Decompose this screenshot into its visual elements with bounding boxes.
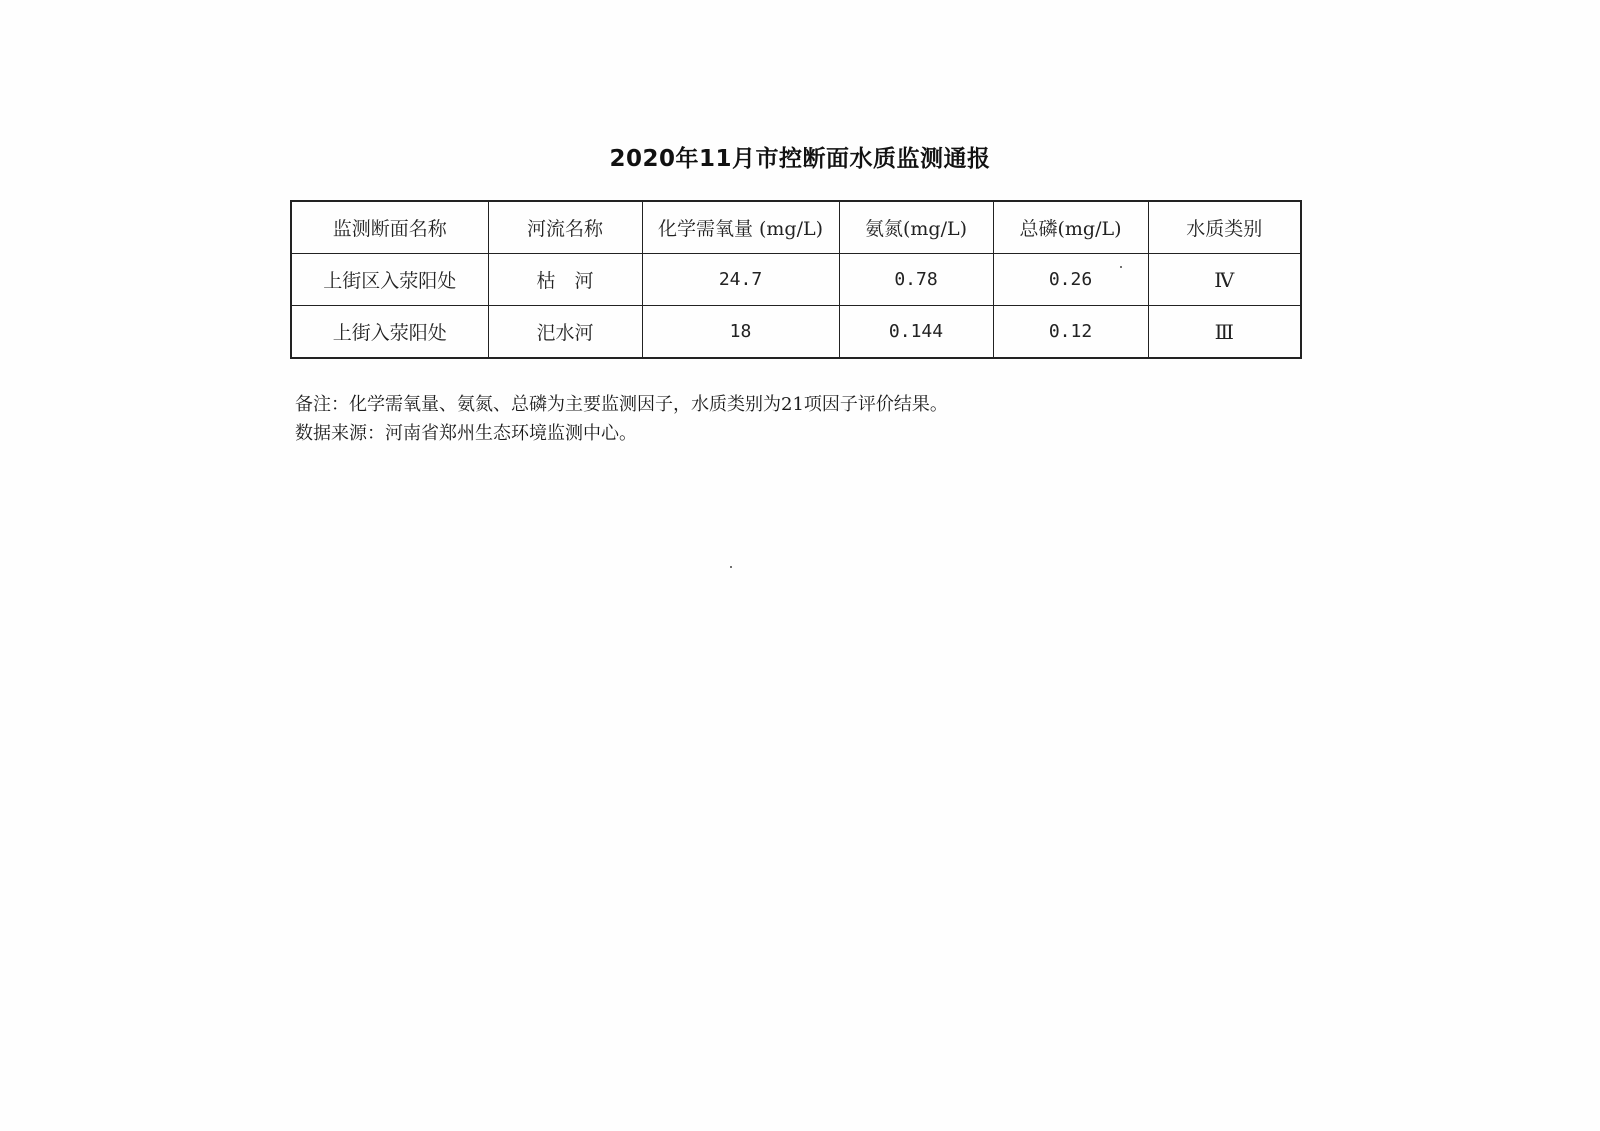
cell-ammonia: 0.78 (839, 254, 993, 306)
table-header-row (291, 201, 1301, 254)
cell-river-name: 汜水河 (488, 306, 642, 359)
header-total-phosphorus: 总磷(mg/L) (993, 201, 1148, 254)
data-source-note: 数据来源：河南省郑州生态环境监测中心。 (295, 423, 637, 444)
header-cod: 化学需氧量 (mg/L) (642, 201, 839, 254)
cell-water-class: Ⅲ (1148, 306, 1301, 359)
cell-cod: 18 (642, 306, 839, 359)
scan-speck (730, 566, 732, 568)
table-row (291, 254, 1301, 306)
header-river-name: 河流名称 (488, 201, 642, 254)
cell-total-phosphorus: 0.12 (993, 306, 1148, 359)
cell-section-name: 上街区入荥阳处 (291, 254, 488, 306)
table-row (291, 306, 1301, 359)
header-ammonia: 氨氮(mg/L) (839, 201, 993, 254)
cell-water-class: Ⅳ (1148, 254, 1301, 306)
header-water-class: 水质类别 (1148, 201, 1301, 254)
scan-speck (1120, 266, 1122, 268)
cell-river-name: 枯 河 (488, 254, 642, 306)
cell-total-phosphorus: 0.26 (993, 254, 1148, 306)
remark-note: 备注：化学需氧量、氨氮、总磷为主要监测因子，水质类别为21项因子评价结果。 (295, 394, 948, 415)
header-section-name: 监测断面名称 (291, 201, 488, 254)
report-title: 2020年11月市控断面水质监测通报 (609, 146, 991, 172)
notes-block (295, 390, 948, 448)
cell-cod: 24.7 (642, 254, 839, 306)
cell-section-name: 上街入荥阳处 (291, 306, 488, 359)
water-quality-table (290, 200, 1302, 359)
cell-ammonia: 0.144 (839, 306, 993, 359)
